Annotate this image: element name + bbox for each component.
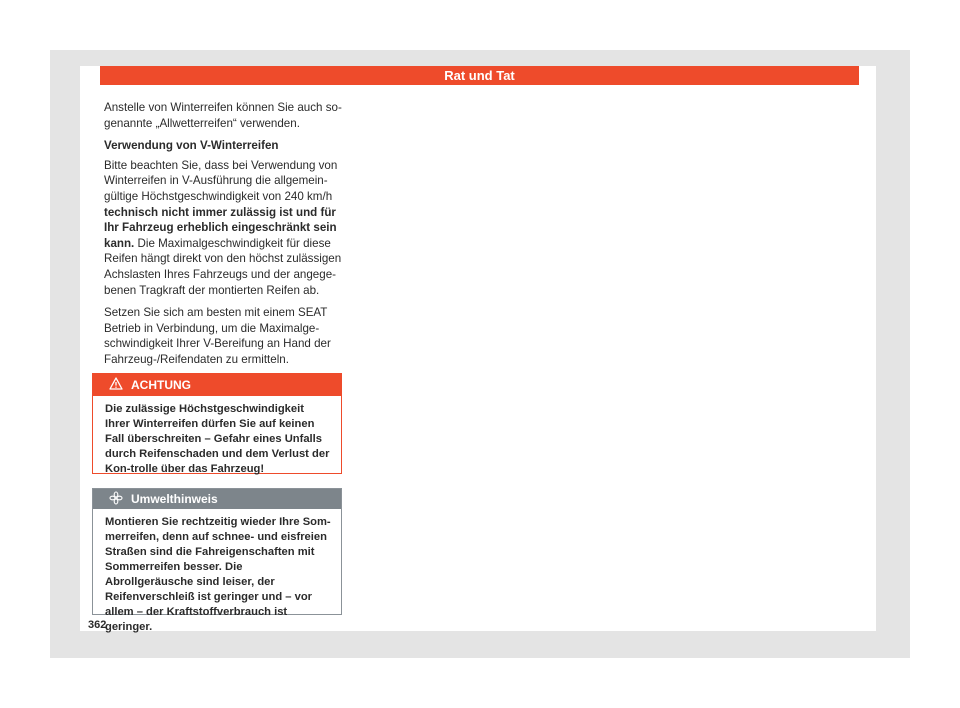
speed-paragraph (104, 158, 344, 298)
warning-title: ACHTUNG (131, 378, 191, 392)
speed-text-start: Bitte beachten Sie, dass bei Verwendung von Winterreifen in V-Ausführung die allgemein-gültige Höchstgeschwindigkeit von 240 km/h (104, 158, 338, 203)
speed-text-end: Die Maximalgeschwindigkeit für diese Reifen hängt direkt von den höchst zulässigen Achslasten Ihres Fahrzeugs und der angege-benen Tragkraft der montierten Reifen ab. (104, 236, 342, 297)
warning-box (92, 373, 342, 474)
intro-paragraph: Anstelle von Winterreifen können Sie auch so-genannte „Allwetterreifen“ verwenden. (104, 101, 342, 130)
section-title: Rat und Tat (444, 68, 515, 83)
warning-header (93, 374, 341, 396)
environment-header (93, 489, 341, 509)
flower-icon (109, 491, 123, 508)
environment-title: Umwelthinweis (131, 492, 218, 506)
section-header (100, 66, 859, 85)
page-number: 362 (88, 619, 107, 631)
warning-triangle-icon (109, 377, 123, 393)
contact-paragraph: Setzen Sie sich am besten mit einem SEAT Betrieb in Verbindung, um die Maximalge-schwindigkeit Ihrer V-Bereifung an Hand der Fahrzeug-/Reifendaten zu ermitteln. (104, 306, 331, 366)
section-heading: Verwendung von V-Winterreifen (104, 139, 279, 153)
main-text-column (104, 100, 344, 375)
environment-text: Montieren Sie rechtzeitig wieder Ihre Som-merreifen, denn auf schnee- und eisfreien Straßen sind die Fahreigenschaften mit Sommerreifen besser. Die Abrollgeräusche sind leiser, der Reifenverschleiß ist geringer und – vor allem – der Kraftstoffverbrauch ist geringer. (105, 516, 331, 633)
warning-text: Die zulässige Höchstgeschwindigkeit Ihrer Winterreifen dürfen Sie auf keinen Fall überschreiten – Gefahr eines Unfalls durch Reifenschaden und dem Verlust der Kon-trolle über das Fahrzeug! (105, 403, 330, 475)
speed-text-bold: technisch nicht immer zulässig ist und für Ihr Fahrzeug erheblich eingeschränkt sein kann. (104, 205, 337, 250)
